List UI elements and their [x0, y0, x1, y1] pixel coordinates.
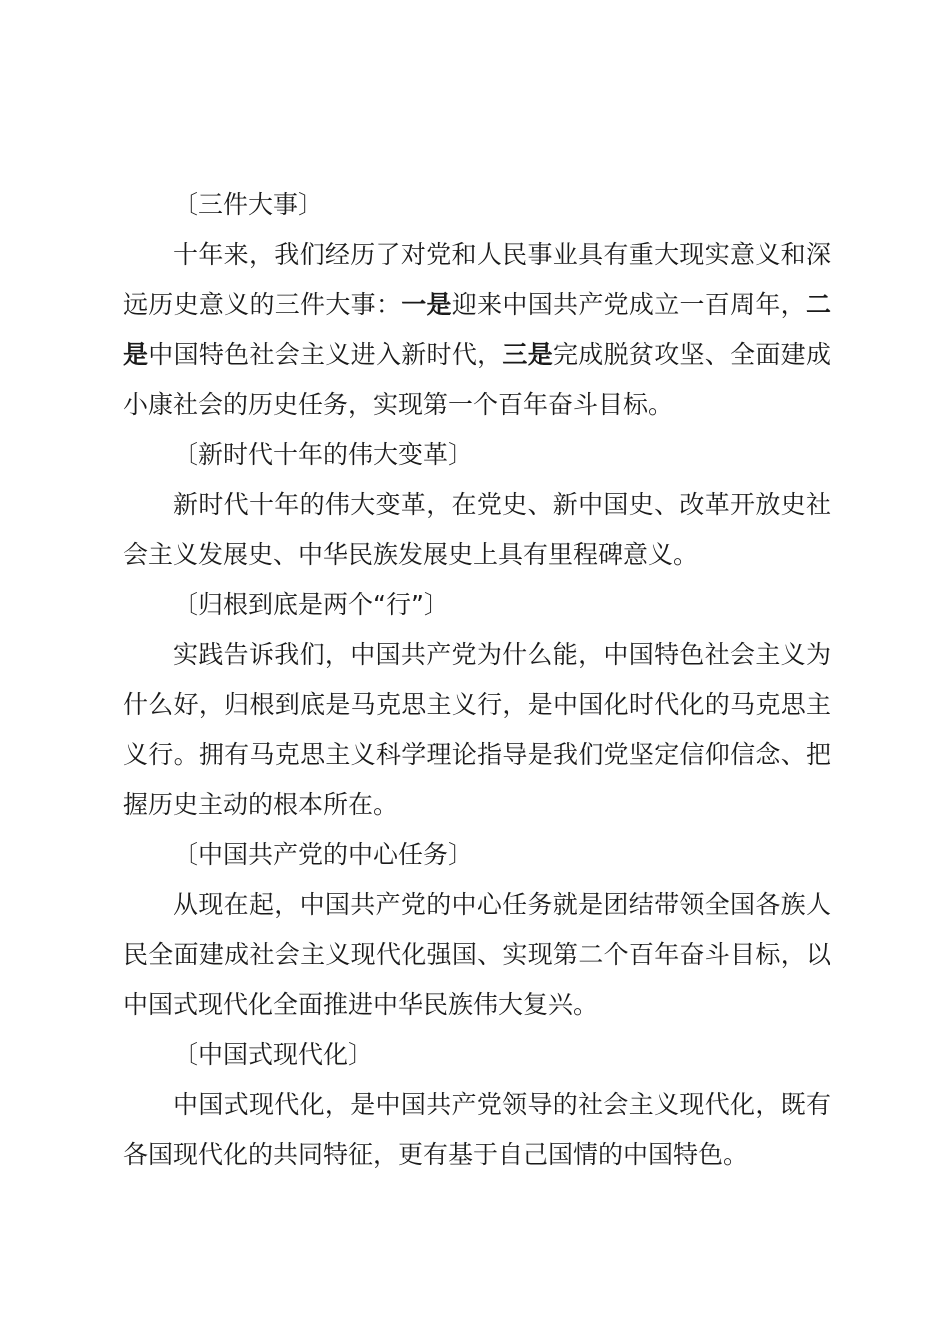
text-run: 实践告诉我们，中国共产党为什么能，中国特色社会主义为什么好，归根到底是马克思主义行，是中国化时代化的马克思主义行。拥有马克思主义科学理论指导是我们党坚定信仰信念、把握历史主动的根本所在。: [123, 640, 831, 819]
section-paragraph: [123, 480, 831, 580]
text-run: 中国式现代化，是中国共产党领导的社会主义现代化，既有各国现代化的共同特征，更有基于自己国情的中国特色。: [123, 1090, 831, 1169]
section-heading: 〔中国式现代化〕: [173, 1040, 374, 1069]
section-three-major-events: [123, 180, 831, 430]
bold-run: 二是: [123, 290, 831, 369]
text-run: 从现在起，中国共产党的中心任务就是团结带领全国各族人民全面建成社会主义现代化强国、实现第二个百年奋斗目标，以中国式现代化全面推进中华民族伟大复兴。: [123, 890, 831, 1019]
text-run: 迎来中国共产党成立一百周年，: [451, 290, 806, 319]
section-paragraph: [123, 230, 831, 430]
text-run: 十年来，我们经历了对党和人民事业具有重大现实意义和深远历史意义的三件大事：: [123, 240, 831, 319]
section-paragraph: [123, 630, 831, 830]
text-run: 完成脱贫攻坚、全面建成小康社会的历史任务，实现第一个百年奋斗目标。: [123, 340, 831, 419]
section-heading: 〔归根到底是两个“行”〕: [173, 590, 449, 619]
section-chinese-modernization: [123, 1030, 831, 1180]
text-run: 中国特色社会主义进入新时代，: [148, 340, 503, 369]
section-paragraph: [123, 1080, 831, 1180]
section-heading: 〔中国共产党的中心任务〕: [173, 840, 474, 869]
section-central-task: [123, 830, 831, 1030]
text-run: 新时代十年的伟大变革，在党史、新中国史、改革开放史社会主义发展史、中华民族发展史上具有里程碑意义。: [123, 490, 831, 569]
bold-run: 一是: [401, 290, 452, 319]
section-paragraph: [123, 880, 831, 1030]
document-body: [123, 180, 831, 1180]
bold-run: 三是: [502, 340, 554, 369]
section-great-change: [123, 430, 831, 580]
section-two-works: [123, 580, 831, 830]
section-heading: 〔新时代十年的伟大变革〕: [173, 440, 474, 469]
section-heading: 〔三件大事〕: [173, 190, 324, 219]
